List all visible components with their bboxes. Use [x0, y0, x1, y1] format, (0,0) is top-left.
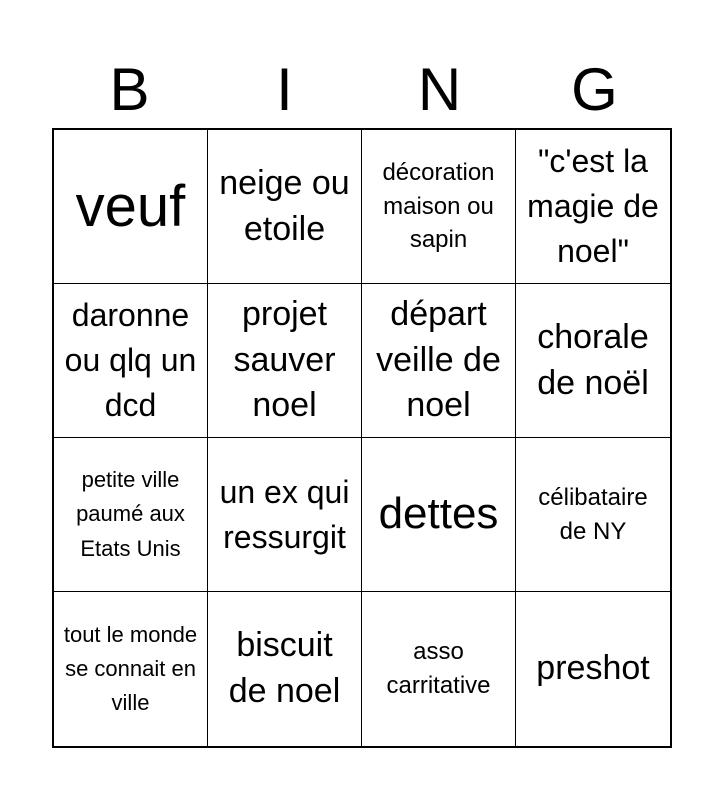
bingo-cell[interactable]: départ veille de noel — [362, 284, 516, 438]
bingo-cell[interactable]: "c'est la magie de noel" — [516, 130, 670, 284]
bingo-cell[interactable]: décoration maison ou sapin — [362, 130, 516, 284]
bingo-cell[interactable]: daronne ou qlq un dcd — [54, 284, 208, 438]
bingo-cell[interactable]: asso carritative — [362, 592, 516, 746]
bingo-cell[interactable]: projet sauver noel — [208, 284, 362, 438]
bingo-cell[interactable]: neige ou etoile — [208, 130, 362, 284]
bingo-cell[interactable]: preshot — [536, 649, 650, 688]
bingo-cell[interactable]: tout le monde se connait en ville — [54, 592, 208, 746]
bingo-cell[interactable]: petite ville paumé aux Etats Unis — [54, 438, 208, 592]
bingo-cell[interactable]: chorale de noël — [516, 284, 670, 438]
bingo-cell[interactable]: veuf — [54, 130, 208, 284]
bingo-grid — [52, 128, 672, 748]
header-letter-g: G — [571, 56, 618, 123]
bingo-cell[interactable]: dettes — [362, 438, 516, 592]
header-letter-b: B — [109, 56, 150, 123]
bingo-cell[interactable]: biscuit de noel — [208, 592, 362, 746]
header-letter-i: I — [276, 56, 293, 123]
bingo-cell[interactable]: un ex qui ressurgit — [208, 438, 362, 592]
bingo-cell[interactable]: célibataire de NY — [516, 438, 670, 592]
header-letter-n: N — [417, 56, 462, 123]
bingo-header — [52, 52, 672, 128]
